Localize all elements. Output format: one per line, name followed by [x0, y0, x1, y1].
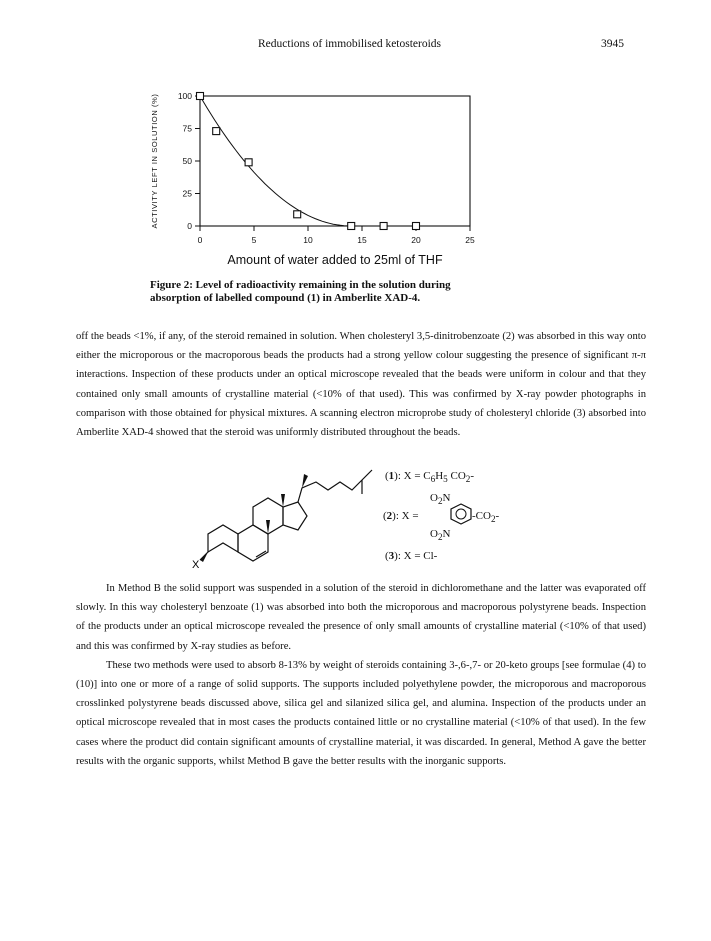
- o2n-top: $O_2N$: [430, 492, 451, 507]
- y-tick-label: 50: [182, 156, 192, 166]
- y-axis-label: ACTIVITY LEFT IN SOLUTION (%): [150, 93, 159, 229]
- steroid-structure-drawing: [190, 460, 390, 570]
- x-tick-label: 0: [197, 235, 203, 245]
- plot-frame: [200, 96, 470, 226]
- paragraph-2-text: In Method B the solid support was suspended in a solution of the steroid in dichloromethane and the latter was evaporated off slowly. In this way cholesteryl benzoate (1) was absorbed into both the microporous and macroporous polystyrene beads. Inspection of the products under an optical microscope revealed the presence of only small amounts of crystalline material (<10% of that used) and this was confirmed by X-ray studies as before.: [76, 583, 646, 652]
- compound-1-def: (1): $X = C_6H_5$ $CO_2-$: [385, 470, 475, 485]
- y-tick-label: 0: [187, 221, 192, 231]
- x-tick-label: 25: [465, 235, 475, 245]
- data-point: [413, 223, 420, 230]
- data-point: [197, 93, 204, 100]
- methyl-wedge-1: [266, 520, 270, 534]
- page-number: 3945: [601, 38, 624, 50]
- x-tick-label: 20: [411, 235, 421, 245]
- data-point: [348, 223, 355, 230]
- y-tick-label: 25: [182, 188, 192, 199]
- data-point: [380, 223, 387, 230]
- o2n-bottom: $O_2N$: [430, 528, 451, 543]
- figure-caption-line1: Figure 2: Level of radioactivity remaining in the solution during: [150, 279, 451, 291]
- figure-chart: [140, 78, 510, 278]
- methyl-wedge-2: [281, 494, 285, 507]
- y-tick-label: 100: [177, 91, 192, 101]
- x-tick-label: 10: [303, 235, 313, 245]
- x-tick-label: 5: [251, 235, 257, 245]
- paragraphs-2-3: [76, 579, 646, 771]
- co2-group: $-CO_2-$: [472, 510, 500, 525]
- paragraph-1: [76, 327, 646, 442]
- x-axis-label: Amount of water added to 25ml of THF: [227, 253, 443, 267]
- compound-3-def: (3): X = Cl-: [385, 550, 438, 562]
- paragraph-1-text: off the beads <1%, if any, of the steroid remained in solution. When cholesteryl 3,5-dinitrobenzoate (2) was absorbed in this way onto either the microporous or the macroporous beads the products had a strong yellow colour suggesting the presence of significant π-π interactions. Inspection of these products under an optical microscope revealed that the beads were uniform in colour and that they contained only small amounts of crystalline material (<10% of that used). This was confirmed by X-ray powder photographs in comparison with those obtained for physical mixtures. A scanning electron microprobe study of cholesteryl chloride (3) absorbed into Amberlite XAD-4 showed that the steroid was uniformly distributed throughout the beads.: [76, 331, 646, 439]
- data-point: [245, 159, 252, 166]
- benzene-ring-icon: [448, 502, 474, 526]
- y-tick-label: 75: [182, 123, 192, 134]
- x-tick-label: 15: [357, 235, 367, 245]
- fitted-curve: [200, 96, 416, 226]
- data-point: [213, 128, 220, 135]
- structure-x-label: X: [192, 559, 200, 570]
- compound-2-def: (2): X =: [383, 510, 419, 522]
- data-point: [294, 211, 301, 218]
- x-wedge: [200, 552, 208, 562]
- figure-caption-line2: absorption of labelled compound (1) in Amberlite XAD-4.: [150, 292, 421, 304]
- figure-caption: [150, 279, 451, 305]
- running-header-title: Reductions of immobilised ketosteroids: [258, 38, 442, 50]
- paragraph-3-text: These two methods were used to absorb 8-13% by weight of steroids containing 3-,6-,7- or 20-keto groups [see formulae (4) to (10)] into one or more of a range of solid supports. The supports included polyethylene powder, the microporous and macroporous crosslinked polystyrene beads discussed above, silica gel and silanized silica gel, and alumina. Inspection of the products under an optical microscope revealed that in most cases the products contained little or no crystalline material (<10% of that used). In the few cases where the product did contain significant amounts of crystalline material, it was discarded. In general, Method A gave the better results with the organic supports, whilst Method B gave the better results with the inorganic supports.: [76, 659, 646, 767]
